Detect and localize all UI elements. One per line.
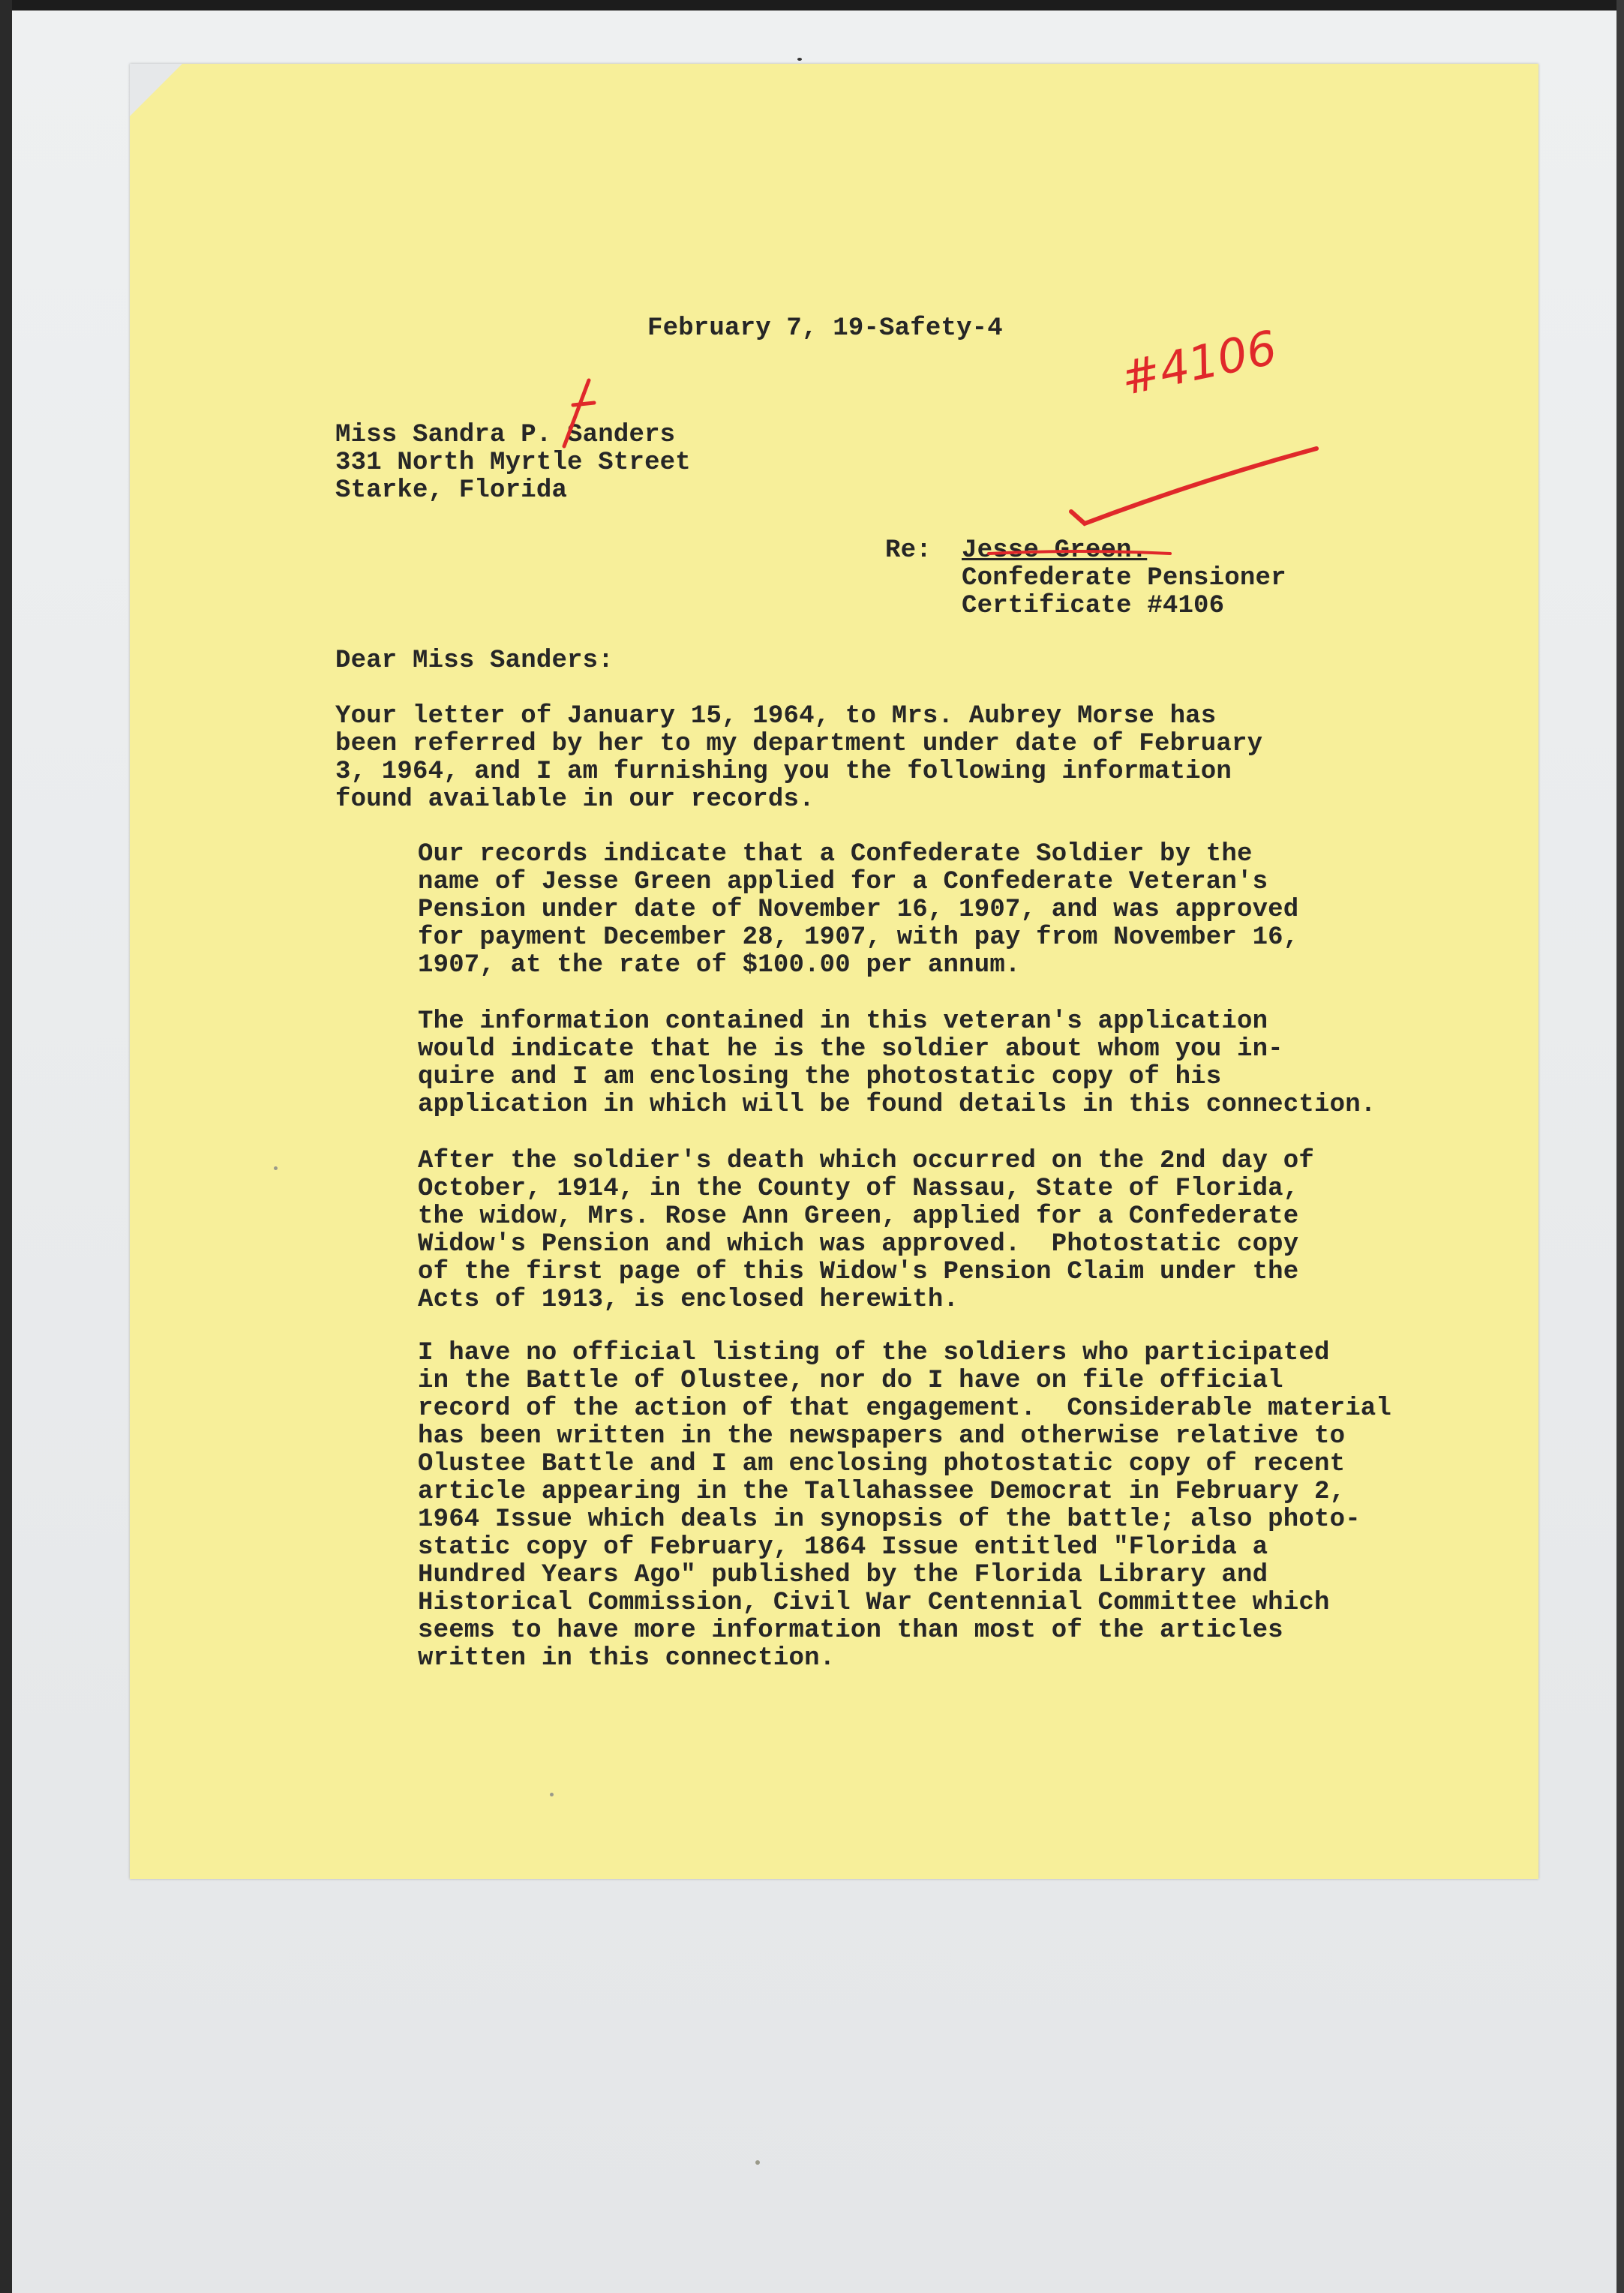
salutation: Dear Miss Sanders:: [335, 647, 614, 675]
re-label: Re:: [885, 536, 932, 565]
text-line: 3, 1964, and I am furnishing you the following information: [335, 758, 1232, 786]
text-line: The information contained in this veteran's application: [418, 1007, 1268, 1036]
paragraph-widow: [418, 1148, 1314, 1314]
paragraph-olustee: [418, 1340, 1391, 1673]
paragraph-records: [418, 841, 1298, 980]
text-line: seems to have more information than most of the articles: [418, 1616, 1283, 1645]
subject-line-2: Confederate Pensioner: [962, 564, 1286, 593]
text-line: quire and I am enclosing the photostatic copy of his: [418, 1063, 1222, 1091]
scan-edge-top: [0, 0, 1624, 11]
text-line: Hundred Years Ago" published by the Florida Library and: [418, 1561, 1268, 1589]
text-line: has been written in the newspapers and otherwise relative to: [418, 1422, 1346, 1451]
text-line: found available in our records.: [335, 785, 815, 814]
scan-speck: [755, 2160, 760, 2165]
intro-paragraph: [335, 703, 1262, 814]
recipient-name: Miss Sandra P. Sanders: [335, 421, 676, 449]
text-line: Pension under date of November 16, 1907, and was approved: [418, 896, 1299, 924]
scan-edge-left: [0, 0, 12, 2293]
text-line: record of the action of that engagement. Considerable material: [418, 1394, 1392, 1423]
scan-speck: [274, 1166, 278, 1170]
text-line: Widow's Pension and which was approved. Photostatic copy: [418, 1230, 1299, 1259]
text-line: in the Battle of Olustee, nor do I have on file official: [418, 1367, 1283, 1395]
text-line: Acts of 1913, is enclosed herewith.: [418, 1286, 959, 1314]
text-line: written in this connection.: [418, 1644, 836, 1673]
text-line: 1964 Issue which deals in synopsis of the battle; also photo-: [418, 1505, 1361, 1534]
letter-date: February 7, 19-Safety-4: [647, 314, 1003, 343]
text-line: static copy of February, 1864 Issue entitled "Florida a: [418, 1533, 1268, 1562]
text-line: October, 1914, in the County of Nassau, State of Florida,: [418, 1175, 1299, 1203]
recipient-street: 331 North Myrtle Street: [335, 449, 691, 477]
text-line: Your letter of January 15, 1964, to Mrs. Aubrey Morse has: [335, 702, 1217, 731]
scan-edge-right: [1616, 0, 1624, 2293]
text-line: Our records indicate that a Confederate Soldier by the: [418, 840, 1253, 869]
text-line: the widow, Mrs. Rose Ann Green, applied for a Confederate: [418, 1202, 1299, 1231]
text-line: 1907, at the rate of $100.00 per annum.: [418, 951, 1021, 980]
subject-block: [962, 537, 1286, 620]
text-line: would indicate that he is the soldier about whom you in-: [418, 1035, 1283, 1064]
recipient-address: [335, 422, 691, 505]
text-line: article appearing in the Tallahassee Democrat in February 2,: [418, 1478, 1346, 1506]
folded-corner: [130, 64, 182, 116]
handwritten-certificate-number: #4106: [1116, 320, 1282, 407]
subject-name: Jesse Green.: [962, 536, 1148, 565]
text-line: name of Jesse Green applied for a Confederate Veteran's: [418, 868, 1268, 896]
scan-speck: [550, 1793, 554, 1796]
text-line: Olustee Battle and I am enclosing photostatic copy of recent: [418, 1450, 1346, 1478]
paragraph-application: [418, 1008, 1376, 1119]
text-line: been referred by her to my department under date of February: [335, 730, 1263, 758]
text-line: I have no official listing of the soldiers who participated: [418, 1339, 1330, 1367]
text-line: After the soldier's death which occurred on the 2nd day of: [418, 1147, 1314, 1175]
text-line: of the first page of this Widow's Pension Claim under the: [418, 1258, 1299, 1286]
text-line: Historical Commission, Civil War Centennial Committee which: [418, 1589, 1330, 1617]
scan-speck: [797, 58, 802, 61]
text-line: for payment December 28, 1907, with pay from November 16,: [418, 923, 1299, 952]
subject-line-3: Certificate #4106: [962, 592, 1225, 620]
recipient-city: Starke, Florida: [335, 476, 568, 505]
text-line: application in which will be found details in this connection.: [418, 1091, 1376, 1119]
